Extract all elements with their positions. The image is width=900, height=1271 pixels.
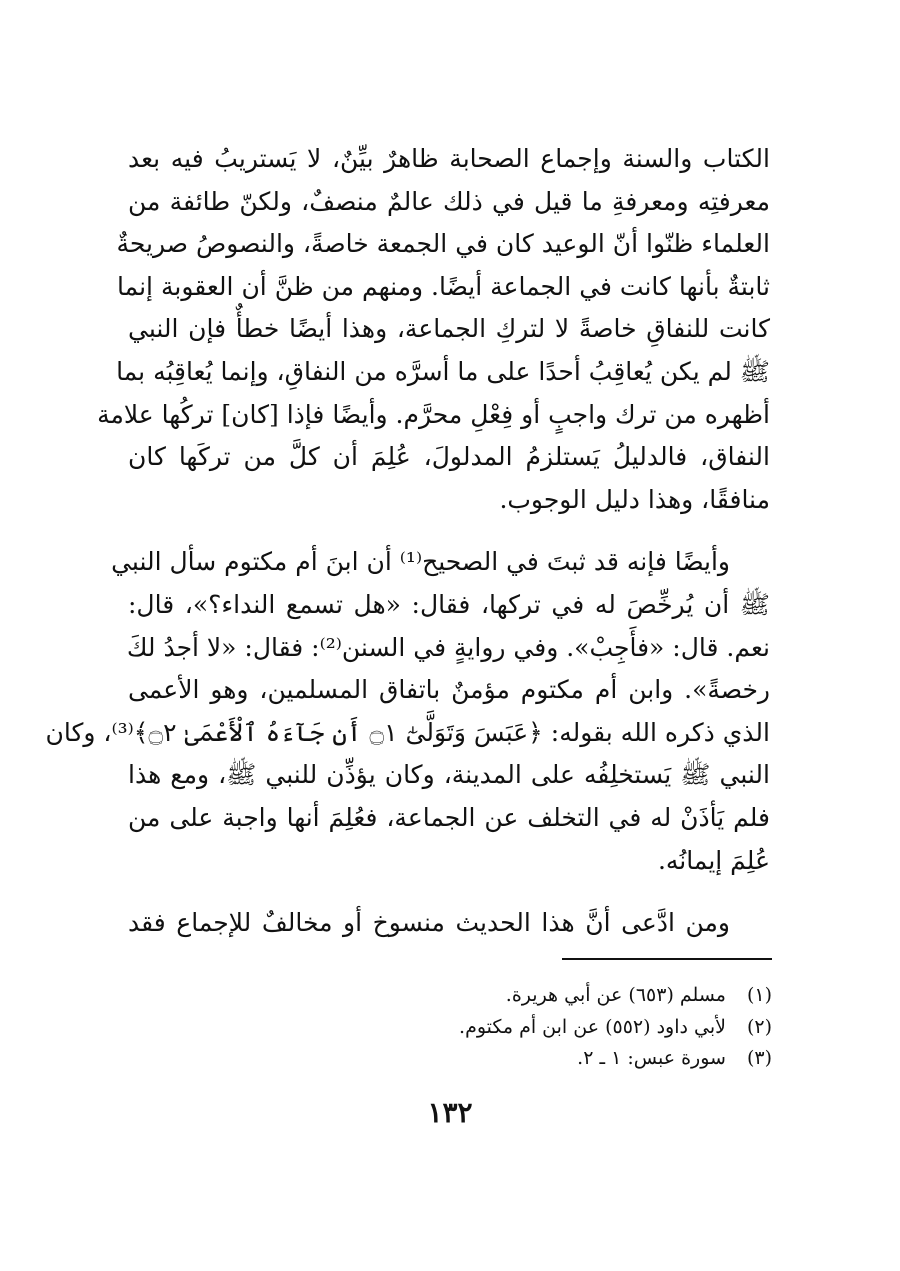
text-line: ومن ادَّعى أنَّ هذا الحديث منسوخ أو مخالفٌ للإجماع فقد [128, 908, 730, 938]
footnote-text: لأبي داود (٥٥٢) عن ابن أم مكتوم. [459, 1015, 726, 1038]
text-line: أظهره من ترك واجبٍ أو فِعْلِ محرَّم. وأيضًا فإذا [كان] تركُها علامة [97, 399, 770, 429]
text-line: فلم يَأذَنْ له في التخلف عن الجماعة، فعُلِمَ أنها واجبة على من [128, 802, 770, 832]
footnote-number: (٣) [746, 1047, 772, 1069]
paragraph-3 [128, 902, 770, 945]
page-number: ١٣٢ [427, 1096, 473, 1129]
text-line: العلماء ظنّوا أنّ الوعيد كان في الجمعة خاصةً، والنصوصُ صريحةٌ [116, 229, 770, 259]
footnote-text: سورة عبس: ١ ـ ٢. [577, 1047, 726, 1069]
footnote-3 [200, 1043, 772, 1075]
text-line: النبي ﷺ يَستخلِفُه على المدينة، وكان يؤذِّن للنبي ﷺ، ومع هذا [128, 760, 770, 790]
text-line: الذي ذكره الله بقوله: ﴿عَبَسَ وَتَوَلَّىٰٓ ۝١ أَن جَآءَهُ ٱلْأَعْمَىٰ ۝٢﴾⁽³⁾، وكان [45, 717, 770, 747]
text-line: ثابتةٌ بأنها كانت في الجماعة أيضًا. ومنهم من ظنَّ أن العقوبة إنما [117, 271, 770, 301]
footnote-number: (٢) [746, 1015, 772, 1038]
text-line: ﷺ لم يكن يُعاقِبُ أحدًا على ما أسرَّه من النفاقِ، وإنما يُعاقِبُه بما [116, 356, 770, 386]
paragraph-1 [97, 138, 770, 521]
footnote-2 [200, 1012, 772, 1044]
text-line: كانت للنفاقِ خاصةً لا لتركِ الجماعة، وهذا أيضًا خطأٌ فإن النبي [128, 314, 770, 344]
text-line: النفاق، فالدليلُ يَستلزمُ المدلولَ، عُلِمَ أن كلَّ من تركَها كان [128, 442, 770, 472]
paragraph-spacer [128, 882, 770, 902]
text-line: معرفتِه ومعرفةِ ما قيل في ذلك عالمٌ منصفٌ، ولكنّ طائفة من [128, 186, 770, 216]
paragraph-2 [45, 541, 770, 882]
text-line: ﷺ أن يُرخِّصَ له في تركها، فقال: «هل تسمع النداء؟»، قال: [128, 589, 770, 619]
paragraph-spacer [128, 521, 770, 541]
text-line: وأيضًا فإنه قد ثبتَ في الصحيح⁽¹⁾ أن ابنَ أم مكتوم سأل النبي [111, 547, 730, 577]
footnotes [200, 980, 772, 1075]
footnote-text: مسلم (٦٥٣) عن أبي هريرة. [505, 984, 726, 1006]
text-line: عُلِمَ إيمانُه. [657, 845, 770, 875]
text-line: رخصةً». وابن أم مكتوم مؤمنٌ باتفاق المسلمين، وهو الأعمى [128, 675, 770, 705]
text-line: منافقًا، وهذا دليل الوجوب. [499, 484, 770, 514]
footnote-1 [200, 980, 772, 1012]
footnote-separator [562, 958, 772, 960]
footnote-number: (١) [746, 984, 772, 1006]
main-text [45, 138, 770, 945]
text-line: الكتاب والسنة وإجماع الصحابة ظاهرٌ بيِّنٌ، لا يَستريبُ فيه بعد [128, 144, 770, 173]
text-line: نعم. قال: «فأَجِبْ». وفي روايةٍ في السنن⁽²⁾: فقال: «لا أجدُ لكَ [126, 632, 770, 662]
